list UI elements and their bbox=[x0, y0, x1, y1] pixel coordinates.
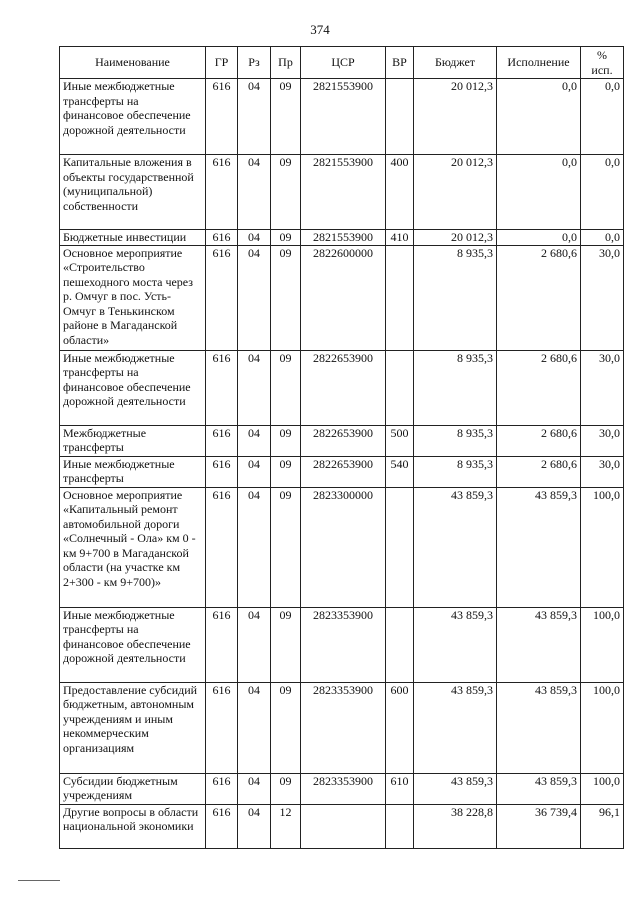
cell-rz: 04 bbox=[238, 773, 271, 804]
cell-csr: 2823300000 bbox=[301, 487, 386, 607]
header-csr: ЦСР bbox=[301, 47, 386, 79]
cell-vr: 400 bbox=[386, 155, 414, 230]
cell-csr: 2822600000 bbox=[301, 245, 386, 350]
cell-vr bbox=[386, 804, 414, 848]
cell-percent: 100,0 bbox=[581, 607, 624, 682]
cell-rz: 04 bbox=[238, 230, 271, 246]
cell-name: Основное мероприятие «Капитальный ремонт автомобильной дороги «Солнечный - Ола» км 0 - км 9+700 в Магаданской области (на участке км 2+300 - км 9+700)» bbox=[60, 487, 206, 607]
cell-gr: 616 bbox=[206, 607, 238, 682]
cell-csr bbox=[301, 804, 386, 848]
cell-rz: 04 bbox=[238, 804, 271, 848]
cell-rz: 04 bbox=[238, 682, 271, 773]
cell-budget: 20 012,3 bbox=[414, 79, 497, 155]
cell-budget: 8 935,3 bbox=[414, 245, 497, 350]
cell-csr: 2823353900 bbox=[301, 607, 386, 682]
cell-budget: 43 859,3 bbox=[414, 607, 497, 682]
cell-pr: 09 bbox=[271, 230, 301, 246]
cell-pr: 09 bbox=[271, 350, 301, 425]
cell-pr: 09 bbox=[271, 79, 301, 155]
cell-name: Иные межбюджетные трансферты на финансовое обеспечение дорожной деятельности bbox=[60, 350, 206, 425]
header-execution: Исполнение bbox=[497, 47, 581, 79]
cell-pr: 09 bbox=[271, 773, 301, 804]
cell-name: Бюджетные инвестиции bbox=[60, 230, 206, 246]
header-gr: ГР bbox=[206, 47, 238, 79]
cell-vr bbox=[386, 350, 414, 425]
cell-rz: 04 bbox=[238, 425, 271, 456]
cell-percent: 100,0 bbox=[581, 487, 624, 607]
cell-execution: 43 859,3 bbox=[497, 487, 581, 607]
cell-pr: 09 bbox=[271, 607, 301, 682]
cell-execution: 2 680,6 bbox=[497, 425, 581, 456]
table-row bbox=[60, 230, 624, 246]
table-row bbox=[60, 773, 624, 804]
cell-csr: 2822653900 bbox=[301, 456, 386, 487]
cell-name: Другие вопросы в области национальной экономики bbox=[60, 804, 206, 848]
cell-percent: 96,1 bbox=[581, 804, 624, 848]
cell-budget: 8 935,3 bbox=[414, 350, 497, 425]
cell-percent: 30,0 bbox=[581, 245, 624, 350]
header-budget: Бюджет bbox=[414, 47, 497, 79]
cell-name: Основное мероприятие «Строительство пешеходного моста через р. Омчуг в пос. Усть-Омчуг в Тенькинском районе в Магаданской области» bbox=[60, 245, 206, 350]
cell-percent: 100,0 bbox=[581, 773, 624, 804]
cell-execution: 2 680,6 bbox=[497, 245, 581, 350]
table-row bbox=[60, 350, 624, 425]
table-row bbox=[60, 682, 624, 773]
cell-budget: 43 859,3 bbox=[414, 773, 497, 804]
budget-table bbox=[59, 46, 624, 849]
table-row bbox=[60, 425, 624, 456]
cell-name: Предоставление субсидий бюджетным, автономным учреждениям и иным некоммерческим организациям bbox=[60, 682, 206, 773]
cell-csr: 2822653900 bbox=[301, 350, 386, 425]
cell-rz: 04 bbox=[238, 607, 271, 682]
cell-rz: 04 bbox=[238, 456, 271, 487]
header-rz: Рз bbox=[238, 47, 271, 79]
cell-percent: 100,0 bbox=[581, 682, 624, 773]
table-header-row bbox=[60, 47, 624, 79]
cell-gr: 616 bbox=[206, 425, 238, 456]
cell-csr: 2821553900 bbox=[301, 155, 386, 230]
cell-vr: 600 bbox=[386, 682, 414, 773]
cell-execution: 36 739,4 bbox=[497, 804, 581, 848]
cell-vr bbox=[386, 487, 414, 607]
cell-gr: 616 bbox=[206, 773, 238, 804]
cell-budget: 8 935,3 bbox=[414, 456, 497, 487]
cell-budget: 43 859,3 bbox=[414, 487, 497, 607]
cell-gr: 616 bbox=[206, 79, 238, 155]
header-percent-symbol: % bbox=[597, 48, 607, 62]
cell-pr: 09 bbox=[271, 245, 301, 350]
cell-execution: 2 680,6 bbox=[497, 350, 581, 425]
cell-rz: 04 bbox=[238, 350, 271, 425]
cell-budget: 43 859,3 bbox=[414, 682, 497, 773]
table-row bbox=[60, 607, 624, 682]
cell-pr: 09 bbox=[271, 155, 301, 230]
cell-execution: 43 859,3 bbox=[497, 773, 581, 804]
cell-vr: 610 bbox=[386, 773, 414, 804]
header-name: Наименование bbox=[60, 47, 206, 79]
cell-vr: 500 bbox=[386, 425, 414, 456]
cell-budget: 38 228,8 bbox=[414, 804, 497, 848]
cell-vr: 540 bbox=[386, 456, 414, 487]
cell-percent: 30,0 bbox=[581, 456, 624, 487]
cell-vr bbox=[386, 607, 414, 682]
cell-execution: 43 859,3 bbox=[497, 607, 581, 682]
table-row bbox=[60, 456, 624, 487]
cell-vr bbox=[386, 79, 414, 155]
cell-pr: 09 bbox=[271, 425, 301, 456]
cell-execution: 43 859,3 bbox=[497, 682, 581, 773]
cell-gr: 616 bbox=[206, 230, 238, 246]
cell-name: Субсидии бюджетным учреждениям bbox=[60, 773, 206, 804]
cell-csr: 2821553900 bbox=[301, 230, 386, 246]
cell-name: Иные межбюджетные трансферты на финансовое обеспечение дорожной деятельности bbox=[60, 607, 206, 682]
cell-rz: 04 bbox=[238, 245, 271, 350]
cell-execution: 0,0 bbox=[497, 79, 581, 155]
header-percent bbox=[581, 47, 624, 79]
table-row bbox=[60, 79, 624, 155]
cell-percent: 30,0 bbox=[581, 350, 624, 425]
cell-name: Межбюджетные трансферты bbox=[60, 425, 206, 456]
cell-gr: 616 bbox=[206, 682, 238, 773]
cell-csr: 2823353900 bbox=[301, 773, 386, 804]
table-row bbox=[60, 155, 624, 230]
cell-gr: 616 bbox=[206, 456, 238, 487]
cell-budget: 20 012,3 bbox=[414, 230, 497, 246]
footnote-divider bbox=[18, 880, 60, 881]
cell-percent: 0,0 bbox=[581, 230, 624, 246]
cell-budget: 8 935,3 bbox=[414, 425, 497, 456]
cell-name: Иные межбюджетные трансферты на финансовое обеспечение дорожной деятельности bbox=[60, 79, 206, 155]
cell-gr: 616 bbox=[206, 804, 238, 848]
table-row bbox=[60, 487, 624, 607]
cell-pr: 09 bbox=[271, 682, 301, 773]
cell-percent: 0,0 bbox=[581, 79, 624, 155]
header-vr: ВР bbox=[386, 47, 414, 79]
cell-gr: 616 bbox=[206, 245, 238, 350]
cell-pr: 09 bbox=[271, 456, 301, 487]
header-percent-label: исп. bbox=[591, 62, 613, 77]
cell-csr: 2821553900 bbox=[301, 79, 386, 155]
cell-pr: 12 bbox=[271, 804, 301, 848]
cell-name: Капитальные вложения в объекты государственной (муниципальной) собственности bbox=[60, 155, 206, 230]
table-row bbox=[60, 245, 624, 350]
cell-percent: 0,0 bbox=[581, 155, 624, 230]
cell-gr: 616 bbox=[206, 155, 238, 230]
cell-gr: 616 bbox=[206, 350, 238, 425]
cell-csr: 2823353900 bbox=[301, 682, 386, 773]
page-number: 374 bbox=[310, 22, 330, 37]
cell-rz: 04 bbox=[238, 487, 271, 607]
cell-budget: 20 012,3 bbox=[414, 155, 497, 230]
table-row bbox=[60, 804, 624, 848]
cell-rz: 04 bbox=[238, 79, 271, 155]
cell-execution: 2 680,6 bbox=[497, 456, 581, 487]
cell-percent: 30,0 bbox=[581, 425, 624, 456]
cell-rz: 04 bbox=[238, 155, 271, 230]
cell-vr: 410 bbox=[386, 230, 414, 246]
cell-gr: 616 bbox=[206, 487, 238, 607]
cell-pr: 09 bbox=[271, 487, 301, 607]
cell-vr bbox=[386, 245, 414, 350]
cell-execution: 0,0 bbox=[497, 155, 581, 230]
cell-csr: 2822653900 bbox=[301, 425, 386, 456]
header-pr: Пр bbox=[271, 47, 301, 79]
cell-execution: 0,0 bbox=[497, 230, 581, 246]
cell-name: Иные межбюджетные трансферты bbox=[60, 456, 206, 487]
